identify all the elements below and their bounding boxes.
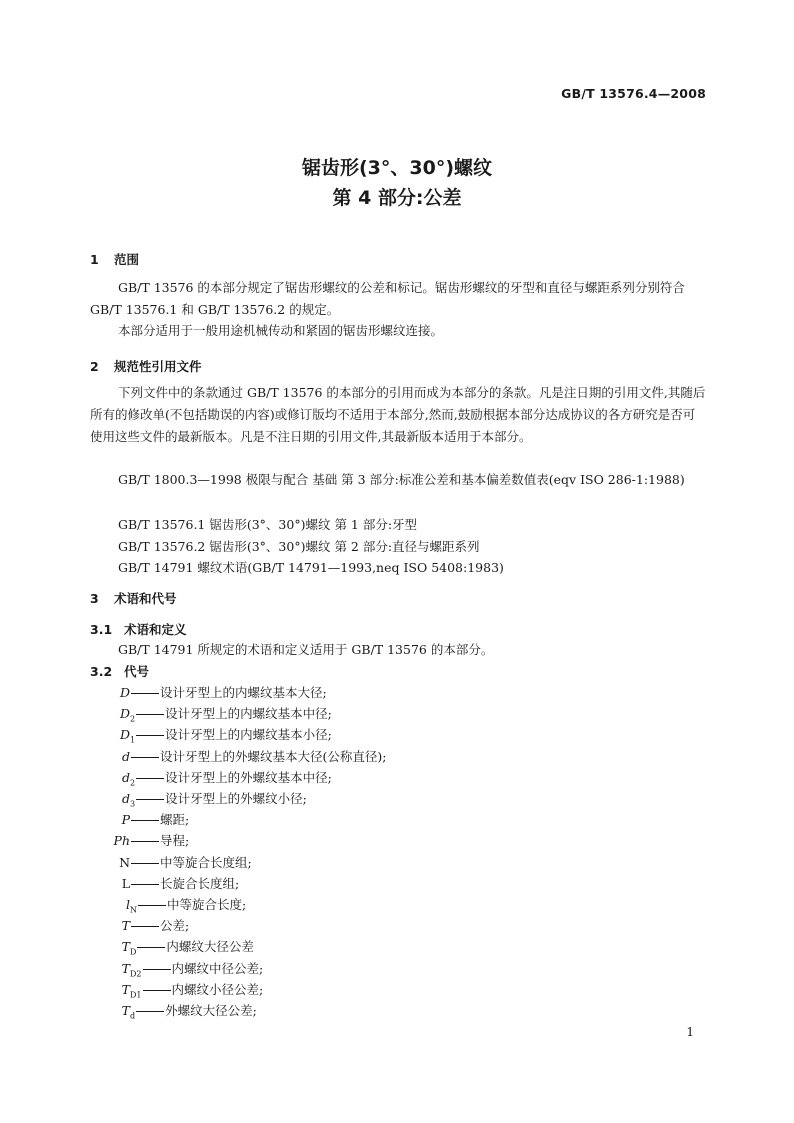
symbol-subscript: D — [130, 947, 137, 957]
symbol-subscript: N — [130, 905, 137, 915]
em-dash-separator — [131, 693, 159, 694]
em-dash-separator — [131, 757, 159, 758]
section-title: 术语和代号 — [114, 591, 177, 606]
symbol-description: 设计牙型上的内螺纹基本大径; — [160, 685, 327, 700]
terms-paragraph: GB/T 14791 所规定的术语和定义适用于 GB/T 13576 的本部分。 — [118, 642, 494, 657]
section-number: 3.2 — [90, 664, 113, 679]
symbol-description: 内螺纹大径公差 — [166, 939, 254, 955]
section-heading-3 — [90, 589, 177, 607]
reference-item: GB/T 14791 螺纹术语(GB/T 14791—1993,neq ISO 5408:1983) — [118, 560, 504, 575]
subsection-heading-3-2 — [90, 662, 149, 680]
em-dash-separator — [131, 820, 159, 821]
symbol-row — [86, 959, 263, 979]
em-dash-separator — [143, 969, 171, 970]
symbol-row — [86, 768, 332, 788]
symbol-description: 设计牙型上的内螺纹基本中径; — [165, 706, 332, 722]
section-heading-1 — [90, 250, 139, 268]
symbol-row — [86, 895, 246, 915]
em-dash-separator — [137, 947, 165, 948]
symbol-glyph: T — [121, 918, 130, 934]
symbol-description: 螺距; — [160, 812, 190, 828]
symbol-subscript: 2 — [130, 778, 136, 788]
symbol-description: 公差; — [160, 918, 190, 934]
em-dash-separator — [136, 1011, 164, 1012]
symbol-description: 外螺纹大径公差; — [165, 1003, 257, 1018]
symbol-glyph: T — [121, 960, 130, 976]
symbol-glyph: l — [126, 897, 130, 912]
symbol-description: 内螺纹中径公差; — [171, 960, 264, 976]
em-dash-separator — [131, 841, 159, 842]
symbol-description: 内螺纹小径公差; — [171, 981, 264, 997]
symbol-subscript: 1 — [130, 735, 136, 745]
symbol-glyph: T — [121, 939, 130, 955]
symbol-row — [86, 789, 307, 809]
symbol-row — [86, 937, 254, 957]
symbol-description: 设计牙型上的外螺纹小径; — [165, 791, 307, 806]
symbol-row — [86, 853, 252, 871]
section-number: 3.1 — [90, 622, 113, 637]
reference-item: GB/T 13576.2 锯齿形(3°、30°)螺纹 第 2 部分:直径与螺距系列 — [118, 539, 480, 554]
em-dash-separator — [131, 884, 159, 885]
section-title: 规范性引用文件 — [114, 359, 202, 374]
symbol-row — [86, 747, 386, 765]
symbol-glyph: D — [119, 685, 130, 700]
symbol-glyph: d — [121, 769, 130, 785]
symbol-glyph: d — [121, 748, 130, 764]
em-dash-separator — [136, 778, 164, 779]
symbol-row — [86, 725, 332, 745]
standard-number: GB/T 13576.4—2008 — [561, 86, 706, 101]
section-number: 2 — [90, 359, 99, 374]
symbol-description: 长旋合长度组; — [160, 875, 240, 891]
symbol-glyph: d — [121, 791, 130, 806]
em-dash-separator — [136, 714, 164, 715]
symbol-glyph: T — [121, 981, 130, 997]
em-dash-separator — [131, 926, 159, 927]
scope-paragraph-1: GB/T 13576 的本部分规定了锯齿形螺纹的公差和标记。锯齿形螺纹的牙型和直径与螺距系列分别符合 GB/T 13576.1 和 GB/T 13576.2 的规定。 — [90, 280, 685, 317]
symbol-subscript: D1 — [130, 990, 142, 1000]
document-subtitle: 第 4 部分:公差 — [332, 187, 462, 209]
symbol-row — [86, 831, 189, 849]
symbol-glyph: D — [119, 706, 130, 722]
symbol-subscript: 3 — [130, 799, 136, 809]
subsection-heading-3-1 — [90, 620, 187, 638]
symbol-subscript: D2 — [130, 969, 142, 979]
symbol-row — [86, 704, 332, 724]
symbol-description: 设计牙型上的外螺纹基本大径(公称直径); — [160, 748, 387, 764]
document-title: 锯齿形(3°、30°)螺纹 — [301, 157, 493, 179]
symbol-glyph: L — [121, 875, 130, 891]
section-number: 1 — [90, 252, 99, 267]
em-dash-separator — [136, 735, 164, 736]
symbol-row — [86, 916, 189, 934]
em-dash-separator — [143, 990, 171, 991]
symbol-glyph: P — [121, 812, 130, 828]
section-number: 3 — [90, 591, 99, 606]
reference-item: GB/T 1800.3—1998 极限与配合 基础 第 3 部分:标准公差和基本偏差数值表(eqv ISO 286-1:1988) — [118, 472, 685, 487]
page-number: 1 — [686, 1025, 694, 1039]
symbol-row — [86, 874, 239, 892]
section-heading-2 — [90, 357, 202, 375]
em-dash-separator — [131, 863, 159, 864]
scope-paragraph-2: 本部分适用于一般用途机械传动和紧固的锯齿形螺纹连接。 — [118, 323, 444, 338]
symbol-glyph: T — [121, 1003, 130, 1018]
section-title: 代号 — [124, 664, 150, 679]
section-title: 术语和定义 — [124, 622, 187, 637]
symbol-glyph: Ph — [113, 833, 130, 849]
references-intro-paragraph: 下列文件中的条款通过 GB/T 13576 的本部分的引用而成为本部分的条款。凡是注日期的引用文件,其随后所有的修改单(不包括勘误的内容)或修订版均不适用于本部分,然而,鼓励根据本部分达成协议的各方研究是否可使用这些文件的最新版本。凡是不注日期的引用文件,其最新版本适用于本部分。 — [90, 385, 706, 444]
symbol-row — [86, 980, 263, 1000]
symbol-subscript: d — [130, 1011, 136, 1021]
symbol-row — [86, 1001, 257, 1021]
section-title: 范围 — [114, 252, 140, 267]
symbol-description: 设计牙型上的内螺纹基本小径; — [165, 727, 332, 743]
symbol-description: 中等旋合长度; — [167, 897, 247, 912]
symbol-glyph: D — [119, 727, 130, 743]
reference-item: GB/T 13576.1 锯齿形(3°、30°)螺纹 第 1 部分:牙型 — [118, 517, 418, 532]
symbol-description: 导程; — [160, 833, 190, 849]
em-dash-separator — [138, 905, 166, 906]
symbol-glyph: N — [119, 854, 130, 870]
symbol-description: 设计牙型上的外螺纹基本中径; — [165, 769, 332, 785]
symbol-row — [86, 810, 189, 828]
symbol-subscript: 2 — [130, 714, 136, 724]
symbol-description: 中等旋合长度组; — [160, 854, 252, 870]
symbol-row — [86, 683, 327, 701]
em-dash-separator — [136, 799, 164, 800]
